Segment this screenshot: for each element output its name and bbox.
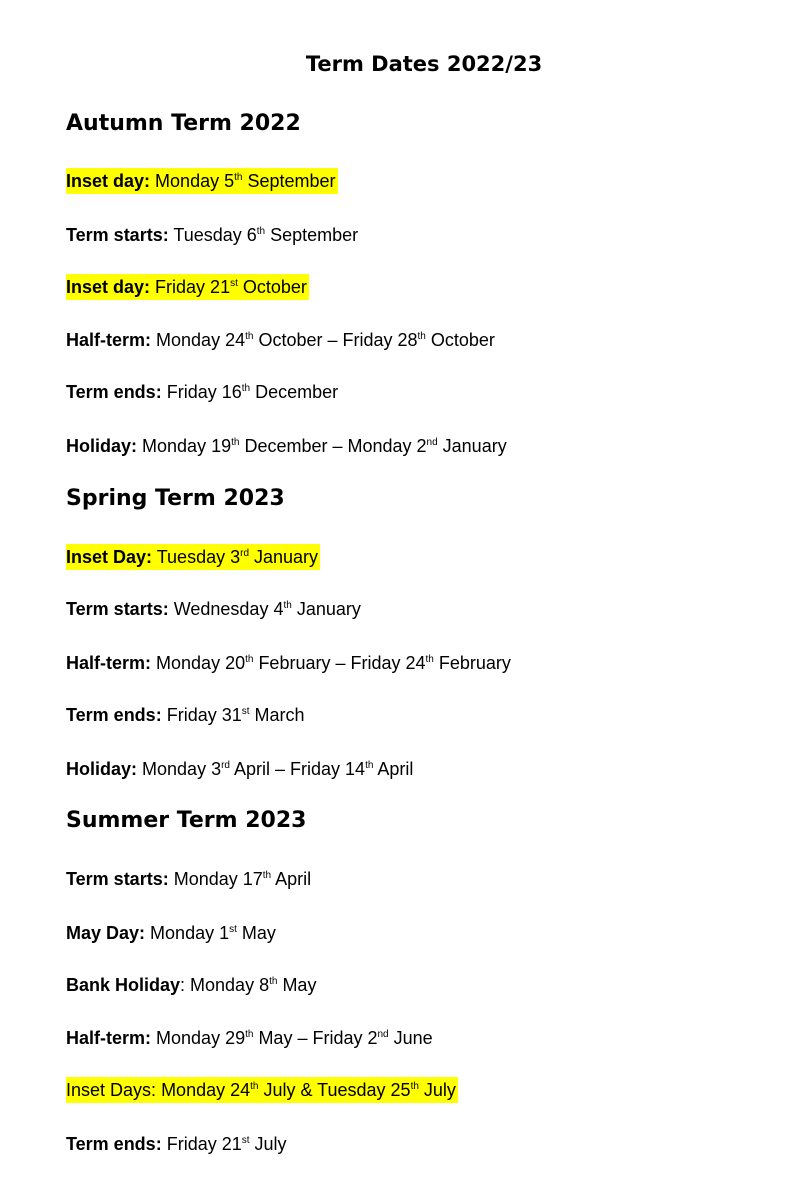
entry-label: Half-term: [66,1028,152,1048]
entry-term-starts [66,222,358,248]
entry-value: Friday 21st July [166,1134,287,1154]
entry-value: Tuesday 3rd January [156,547,319,567]
entry-label: Term ends: [66,382,162,402]
entry-term-starts [66,866,311,892]
entry-value: Monday 17th April [173,869,312,889]
entry-value: Friday 21st October [155,277,307,297]
entry-may-day [66,920,276,946]
entry-label: Term ends: [66,705,162,725]
entry-label: Term ends: [66,1134,162,1154]
entry-label: Half-term: [66,653,152,673]
entry-value: Wednesday 4th January [173,599,361,619]
entry-bank-holiday [66,972,316,998]
entry-label: Inset day: [66,277,151,297]
entry-inset-day [66,274,309,300]
section-heading-autumn: Autumn Term 2022 [66,111,301,136]
entry-value: Monday 24th October – Friday 28th October [156,330,495,350]
entry-label: Inset Days: [66,1080,157,1100]
entry-label: Half-term: [66,330,152,350]
entry-value: Monday 5th September [155,171,336,191]
entry-value: Monday 29th May – Friday 2nd June [156,1028,433,1048]
entry-value: Monday 19th December – Monday 2nd January [142,436,507,456]
section-heading-spring: Spring Term 2023 [66,486,285,511]
entry-label: Bank Holiday [66,975,181,995]
entry-label: Term starts: [66,225,169,245]
entry-label: Term starts: [66,599,169,619]
entry-value: Friday 31st March [166,705,305,725]
entry-label: Holiday: [66,759,138,779]
entry-half-term [66,650,511,676]
entry-term-starts [66,596,361,622]
entry-value: Tuesday 6th September [173,225,359,245]
entry-value: Monday 1st May [150,923,276,943]
entry-value: Monday 3rd April – Friday 14th April [142,759,414,779]
entry-label: Holiday: [66,436,138,456]
entry-holiday [66,756,413,782]
entry-term-ends [66,702,305,728]
entry-inset-days [66,1077,458,1103]
section-heading-summer: Summer Term 2023 [66,808,307,833]
entry-label: May Day: [66,923,146,943]
entry-term-ends [66,1131,287,1157]
entry-half-term [66,327,495,353]
entry-term-ends [66,379,338,405]
entry-value: Friday 16th December [166,382,339,402]
entry-half-term [66,1025,433,1051]
entry-value: Monday 20th February – Friday 24th February [156,653,511,673]
document-title: Term Dates 2022/23 [305,52,543,76]
entry-label: Inset Day: [66,547,153,567]
entry-value: : Monday 8th May [180,975,317,995]
entry-value: Monday 24th July & Tuesday 25th July [161,1080,456,1100]
entry-inset-day [66,168,338,194]
entry-label: Inset day: [66,171,151,191]
entry-holiday [66,433,507,459]
entry-label: Term starts: [66,869,169,889]
entry-inset-day [66,544,320,570]
